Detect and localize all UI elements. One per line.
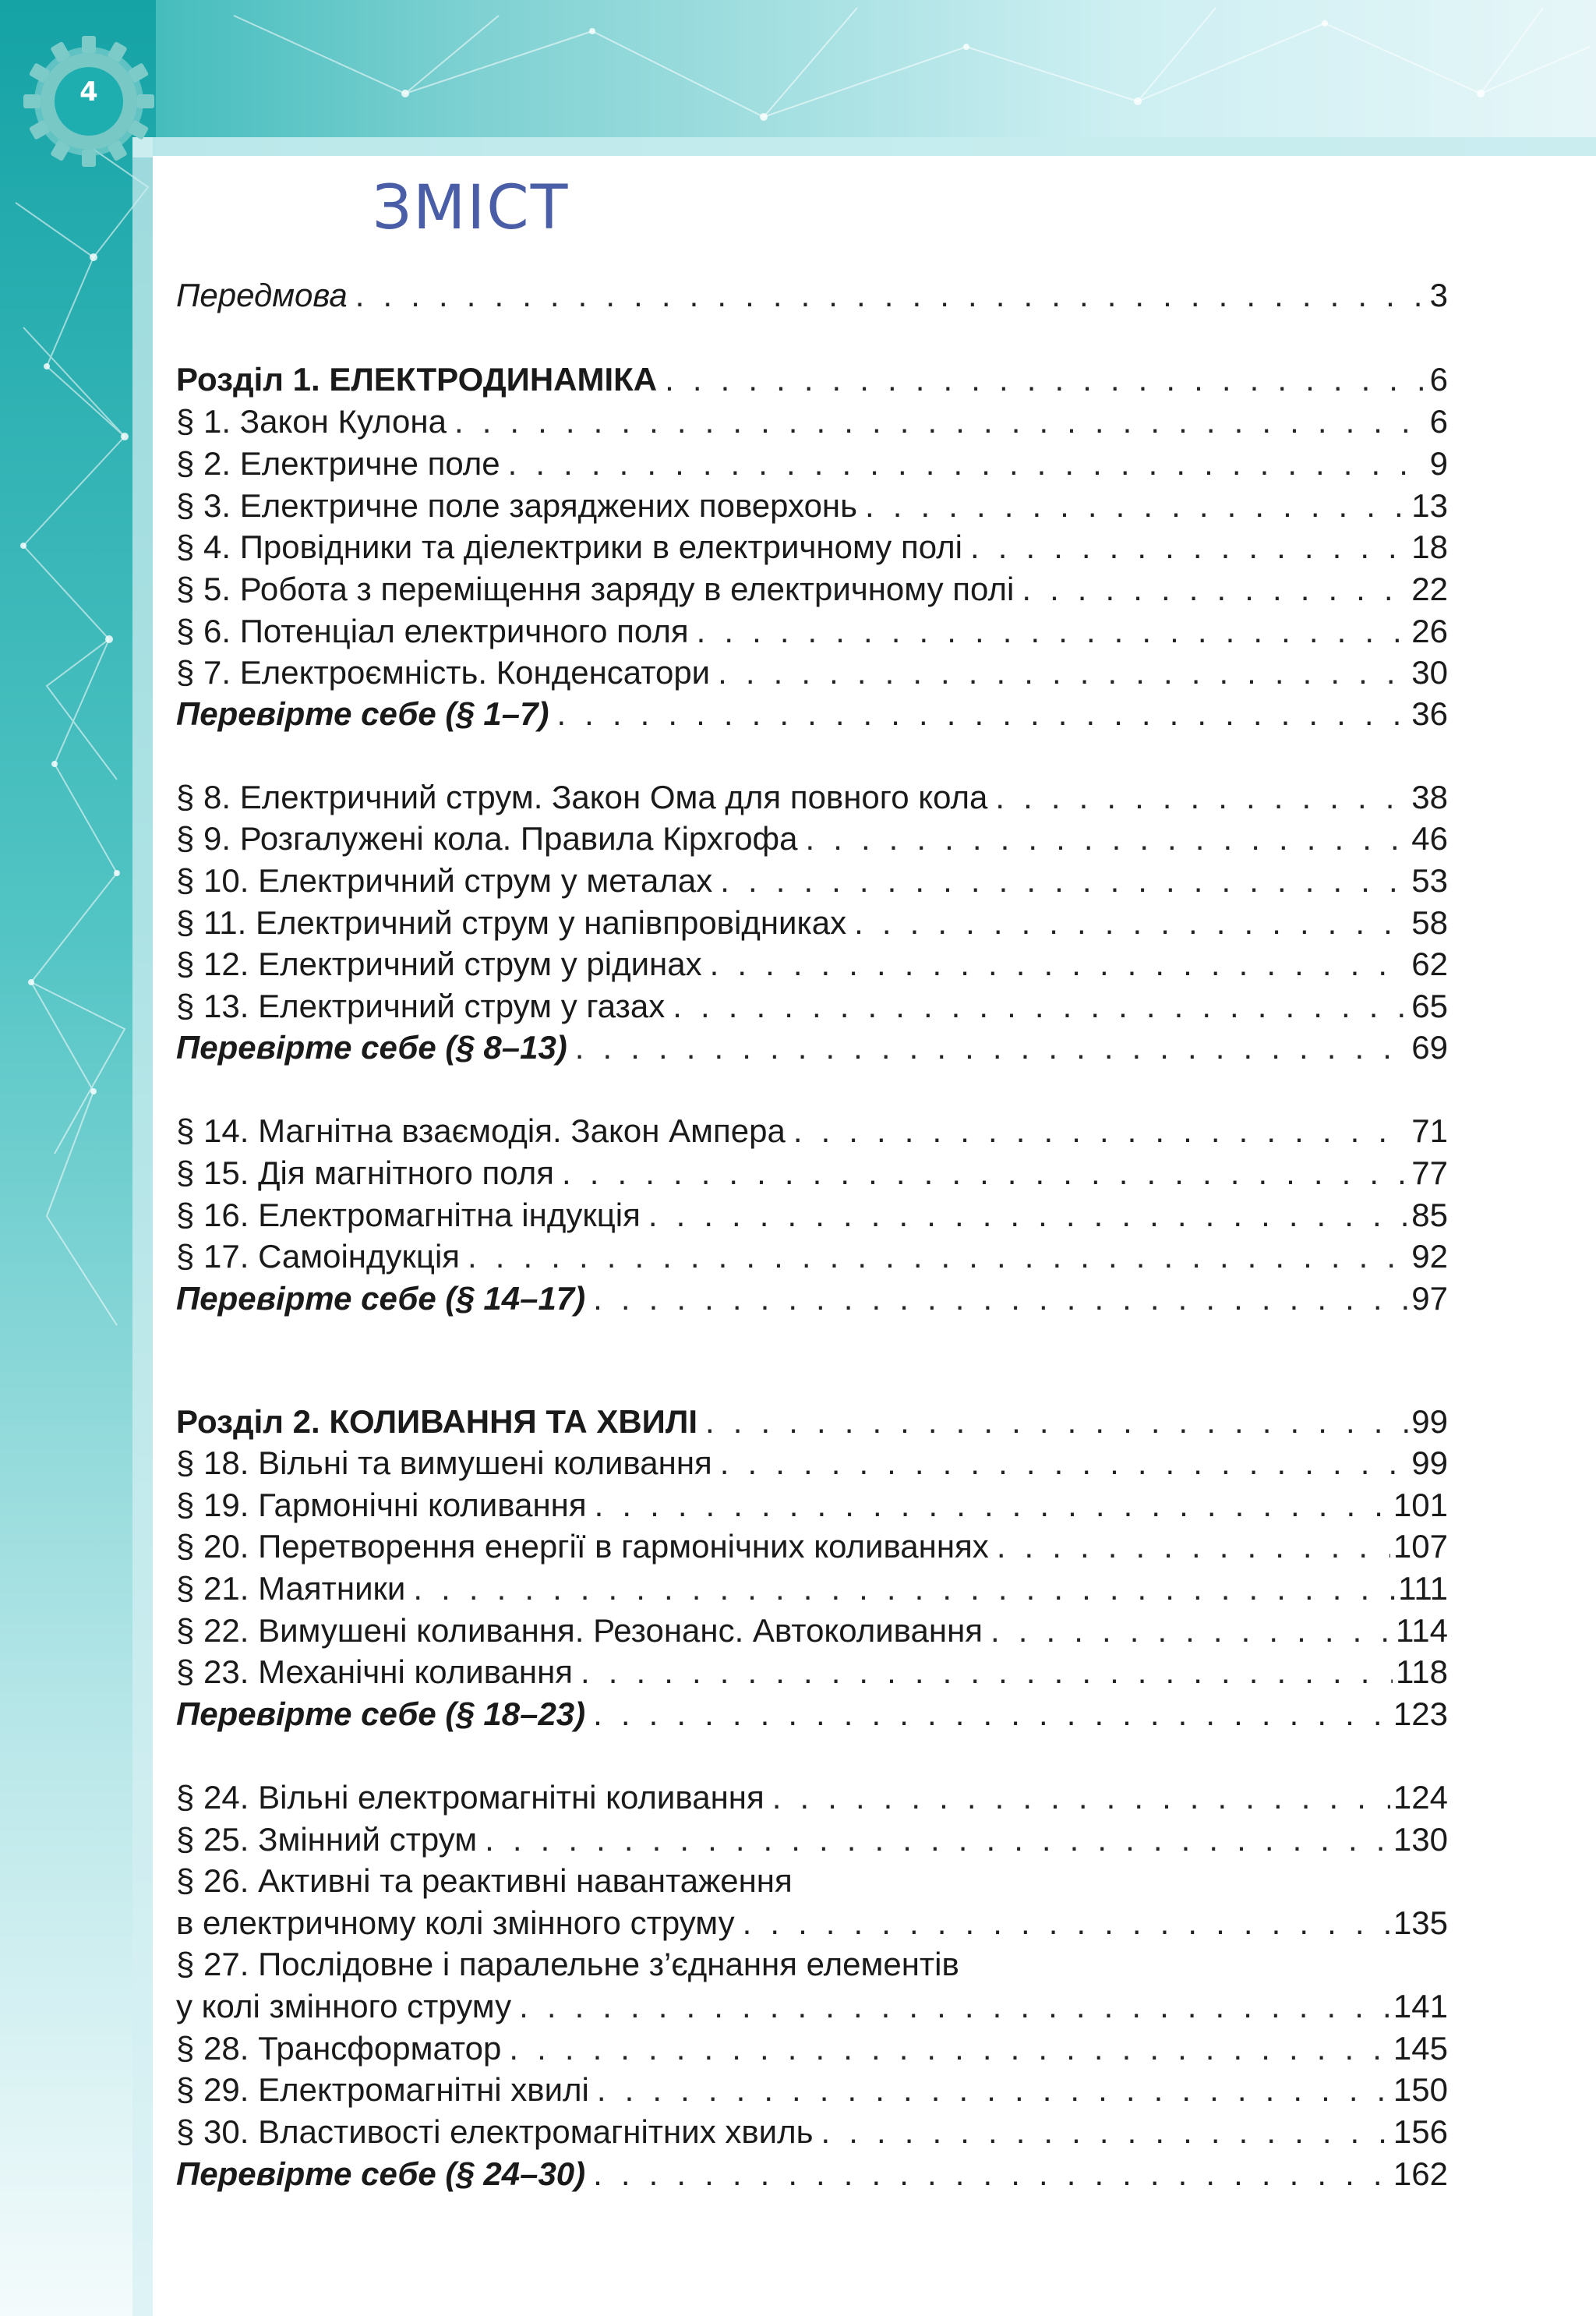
- dot-leader: [1022, 568, 1408, 610]
- toc-entry-label: Перевірте себе (§ 1–7): [176, 695, 549, 732]
- toc-entry-label: § 29. Електромагнітні хвилі: [176, 2071, 589, 2108]
- toc-entry-label: § 14. Магнітна взаємодія. Закон Ампера: [176, 1112, 786, 1149]
- dot-leader: [743, 1902, 1390, 1944]
- toc-entry-label: § 1. Закон Кулона: [176, 403, 447, 440]
- toc-entry-page: 107: [1393, 1528, 1448, 1565]
- dot-leader: [720, 1442, 1409, 1484]
- toc-entry-page: 22: [1411, 571, 1448, 607]
- panel-shadow-top: [132, 137, 1596, 157]
- toc-entry-label: Перевірте себе (§ 24–30): [176, 2155, 586, 2192]
- toc-entry-label: § 23. Механічні коливання: [176, 1653, 574, 1690]
- toc-entry[interactable]: [176, 485, 1448, 527]
- toc-entry[interactable]: [176, 776, 1448, 819]
- toc-entry-page: 111: [1398, 1570, 1448, 1607]
- toc-entry-label: § 30. Властивості електромагнітних хвиль: [176, 2113, 814, 2150]
- toc-entry-page: 99: [1411, 1403, 1448, 1440]
- dot-leader: [509, 2028, 1390, 2070]
- toc-entry[interactable]: [176, 401, 1448, 443]
- toc-entry-label: § 27. Послідовне і паралельне з’єднання елементів: [176, 1946, 959, 1982]
- toc-entry-page: 9: [1429, 445, 1448, 482]
- toc-entry[interactable]: [176, 610, 1448, 652]
- dot-leader: [355, 274, 1427, 316]
- toc-entry-label: в електричному колі змінного струму: [176, 1904, 735, 1941]
- toc-entry[interactable]: [176, 526, 1448, 568]
- toc-entry-label: § 20. Перетворення енергії в гармонічних коливаннях: [176, 1528, 989, 1565]
- toc-entry-page: 26: [1411, 613, 1448, 649]
- toc-entry-label: у колі змінного струму: [176, 1988, 512, 2024]
- dot-leader: [593, 2153, 1390, 2195]
- toc-entry-page: 114: [1396, 1612, 1448, 1649]
- toc-entry[interactable]: [176, 2153, 1448, 2195]
- toc-entry-page: 65: [1411, 988, 1448, 1024]
- toc-entry[interactable]: [176, 1027, 1448, 1069]
- toc-entry-page: 36: [1411, 695, 1448, 732]
- dot-leader: [485, 1819, 1390, 1861]
- dot-leader: [772, 1777, 1390, 1819]
- dot-leader: [997, 1526, 1390, 1568]
- toc-entry-label: Перевірте себе (§ 18–23): [176, 1695, 586, 1732]
- toc-entry-page: 77: [1411, 1154, 1448, 1191]
- toc-entry[interactable]: [176, 1110, 1448, 1152]
- toc-entry-page: 92: [1411, 1238, 1448, 1275]
- toc-entry-page: 123: [1393, 1695, 1448, 1732]
- toc-entry[interactable]: [176, 2069, 1448, 2111]
- toc-entry[interactable]: [176, 1819, 1448, 1861]
- toc-entry-label: § 22. Вимушені коливання. Резонанс. Автоколивання: [176, 1612, 983, 1649]
- toc-entry-page: 101: [1393, 1487, 1448, 1523]
- toc-entry-label: § 13. Електричний струм у газах: [176, 988, 666, 1024]
- toc-entry-page: 118: [1396, 1653, 1448, 1690]
- toc-entry[interactable]: [176, 1860, 1448, 1902]
- toc-entry[interactable]: [176, 443, 1448, 485]
- dot-leader: [581, 1651, 1393, 1693]
- toc-entry-page: 38: [1411, 779, 1448, 815]
- toc-entry-page: 135: [1393, 1904, 1448, 1941]
- toc-entry-label: § 10. Електричний струм у металах: [176, 862, 713, 899]
- dot-leader: [710, 943, 1409, 985]
- toc-entry-page: 18: [1411, 529, 1448, 565]
- toc-entry-label: Перевірте себе (§ 8–13): [176, 1029, 567, 1066]
- dot-leader: [508, 443, 1427, 485]
- dot-leader: [665, 359, 1427, 401]
- toc-entry-label: § 19. Гармонічні коливання: [176, 1487, 587, 1523]
- toc-entry[interactable]: [176, 1943, 1448, 1985]
- toc-entry-label: Перевірте себе (§ 14–17): [176, 1280, 586, 1317]
- toc-entry-page: 141: [1393, 1988, 1448, 2024]
- toc-entry-label: § 11. Електричний струм у напівпровідниках: [176, 904, 847, 941]
- toc-entry-label: § 28. Трансформатор: [176, 2030, 502, 2067]
- dot-leader: [597, 2069, 1390, 2111]
- toc-entry[interactable]: [176, 1526, 1448, 1568]
- toc-entry-page: 124: [1393, 1779, 1448, 1816]
- toc-entry[interactable]: [176, 1442, 1448, 1484]
- toc-entry-page: 150: [1393, 2071, 1448, 2108]
- toc-entry[interactable]: [176, 1777, 1448, 1819]
- toc-entry-page: 156: [1393, 2113, 1448, 2150]
- page-title: ЗМІСТ: [373, 173, 570, 243]
- toc-entry-label: § 18. Вільні та вимушені коливання: [176, 1444, 712, 1481]
- toc-entry-label: § 8. Електричний струм. Закон Ома для повного кола: [176, 779, 988, 815]
- toc-entry[interactable]: [176, 274, 1448, 316]
- toc-entry-label: § 7. Електроємність. Конденсатори: [176, 654, 711, 691]
- toc-entry-page: 99: [1411, 1444, 1448, 1481]
- toc-entry-page: 6: [1429, 361, 1448, 398]
- toc-entry[interactable]: [176, 1902, 1448, 1944]
- toc-entry-label: § 6. Потенціал електричного поля: [176, 613, 689, 649]
- dot-leader: [995, 776, 1408, 819]
- toc-entry[interactable]: [176, 1401, 1448, 1443]
- dot-leader: [595, 1484, 1390, 1526]
- page-number: 4: [79, 76, 98, 108]
- toc-entry-label: Розділ 1. ЕЛЕКТРОДИНАМІКА: [176, 361, 658, 398]
- dot-leader: [821, 2111, 1390, 2153]
- dot-leader: [673, 985, 1408, 1027]
- toc-entry-label: Розділ 2. КОЛИВАННЯ ТА ХВИЛІ: [176, 1403, 698, 1440]
- dot-leader: [805, 818, 1408, 860]
- toc-entry[interactable]: [176, 1236, 1448, 1278]
- toc-entry[interactable]: [176, 943, 1448, 985]
- toc-entry-page: 145: [1393, 2030, 1448, 2067]
- toc-entry-label: § 5. Робота з переміщення заряду в електричному полі: [176, 571, 1015, 607]
- toc-entry[interactable]: [176, 985, 1448, 1027]
- dot-leader: [575, 1027, 1408, 1069]
- dot-leader: [413, 1568, 1395, 1610]
- toc-entry-label: § 21. Маятники: [176, 1570, 406, 1607]
- toc-entry-page: 58: [1411, 904, 1448, 941]
- toc-entry-page: 97: [1411, 1280, 1448, 1317]
- toc-entry[interactable]: [176, 1568, 1448, 1610]
- dot-leader: [454, 401, 1427, 443]
- dot-leader: [718, 652, 1408, 694]
- toc-entry[interactable]: [176, 1278, 1448, 1320]
- dot-leader: [593, 1278, 1408, 1320]
- toc-entry[interactable]: [176, 818, 1448, 860]
- dot-leader: [468, 1236, 1408, 1278]
- dot-leader: [854, 902, 1408, 944]
- toc-entry[interactable]: [176, 1985, 1448, 2028]
- toc-entry[interactable]: [176, 693, 1448, 735]
- toc-entry-label: § 16. Електромагнітна індукція: [176, 1197, 641, 1233]
- toc-entry-label: § 9. Розгалужені кола. Правила Кірхгофа: [176, 820, 798, 857]
- toc-entry-label: § 26. Активні та реактивні навантаження: [176, 1862, 793, 1899]
- toc-entry[interactable]: [176, 1693, 1448, 1735]
- toc-entry-page: 71: [1411, 1112, 1448, 1149]
- toc-entry[interactable]: [176, 902, 1448, 944]
- toc-entry-label: § 25. Змінний струм: [176, 1821, 478, 1858]
- toc-entry[interactable]: [176, 1651, 1448, 1693]
- toc-entry[interactable]: [176, 1194, 1448, 1236]
- dot-leader: [562, 1152, 1408, 1194]
- toc-entry-page: 30: [1411, 654, 1448, 691]
- toc-entry[interactable]: [176, 2028, 1448, 2070]
- toc-entry-label: § 15. Дія магнітного поля: [176, 1154, 554, 1191]
- dot-leader: [990, 1610, 1393, 1652]
- dot-leader: [720, 860, 1408, 902]
- toc-entry-label: Передмова: [176, 277, 348, 313]
- dot-leader: [556, 693, 1408, 735]
- dot-leader: [865, 485, 1408, 527]
- toc-entry-label: § 2. Електричне поле: [176, 445, 500, 482]
- panel-shadow-left: [132, 137, 153, 2316]
- toc-entry[interactable]: [176, 2111, 1448, 2153]
- toc-entry-page: 69: [1411, 1029, 1448, 1066]
- toc-entry-page: 85: [1411, 1197, 1448, 1233]
- dot-leader: [648, 1194, 1408, 1236]
- dot-leader: [970, 526, 1408, 568]
- dot-leader: [705, 1401, 1408, 1443]
- dot-leader: [519, 1985, 1390, 2028]
- toc-entry-page: 130: [1393, 1821, 1448, 1858]
- toc-entry-page: 6: [1429, 403, 1448, 440]
- toc-entry[interactable]: [176, 652, 1448, 694]
- toc-entry-label: § 4. Провідники та діелектрики в електричному полі: [176, 529, 962, 565]
- dot-leader: [593, 1693, 1390, 1735]
- toc-entry-label: § 3. Електричне поле заряджених поверхонь: [176, 487, 858, 524]
- toc-entry-label: § 12. Електричний струм у рідинах: [176, 946, 702, 982]
- dot-leader: [793, 1110, 1408, 1152]
- toc-entry-page: 3: [1429, 277, 1448, 313]
- toc-entry[interactable]: [176, 359, 1448, 401]
- dot-leader: [697, 610, 1409, 652]
- toc-entry[interactable]: [176, 1610, 1448, 1652]
- toc-entry-page: 13: [1411, 487, 1448, 524]
- toc-entry[interactable]: [176, 1484, 1448, 1526]
- toc-entry-label: § 24. Вільні електромагнітні коливання: [176, 1779, 764, 1816]
- toc-entry-page: 162: [1393, 2155, 1448, 2192]
- toc-entry-label: § 17. Самоіндукція: [176, 1238, 461, 1275]
- toc-entry[interactable]: [176, 568, 1448, 610]
- toc-entry[interactable]: [176, 1152, 1448, 1194]
- toc-entry-page: 62: [1411, 946, 1448, 982]
- toc-entry-page: 46: [1411, 820, 1448, 857]
- toc-entry[interactable]: [176, 860, 1448, 902]
- toc-entry-page: 53: [1411, 862, 1448, 899]
